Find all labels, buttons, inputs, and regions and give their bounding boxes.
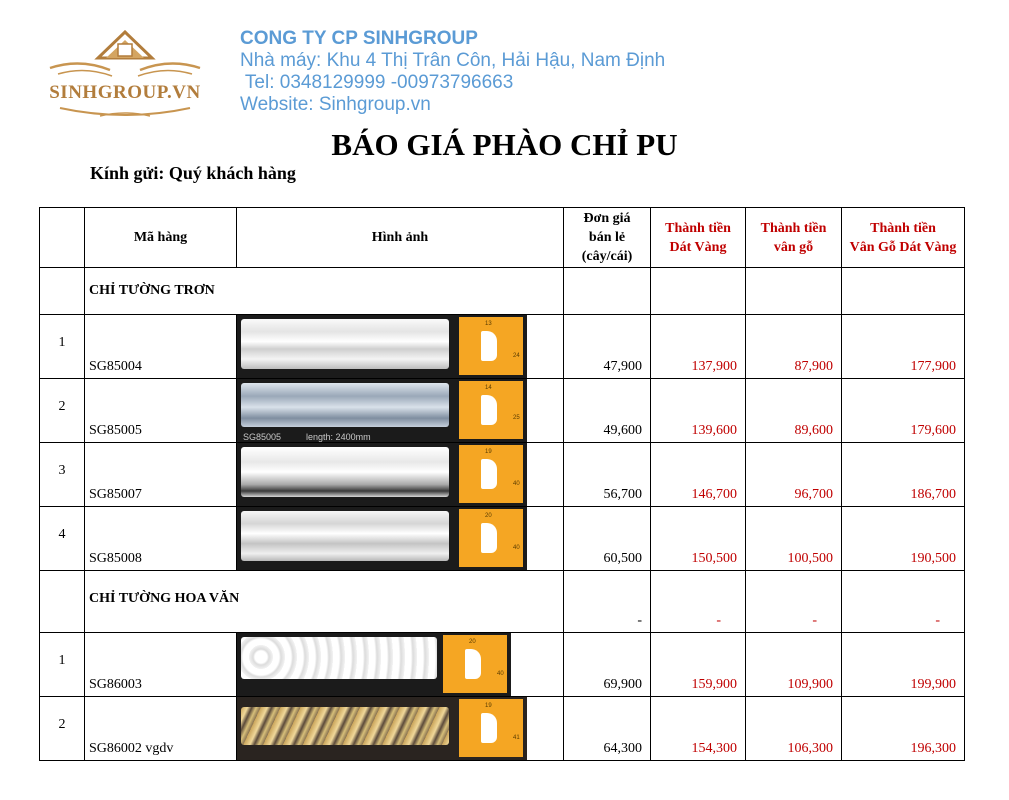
table-row bbox=[40, 697, 965, 761]
header-index bbox=[40, 208, 85, 268]
gold-price: 137,900 bbox=[651, 315, 746, 379]
document-title: BÁO GIÁ PHÀO CHỈ PU bbox=[331, 127, 678, 162]
table-row bbox=[40, 379, 965, 443]
gold-price: 146,700 bbox=[651, 443, 746, 507]
retail-price: 56,700 bbox=[564, 443, 651, 507]
company-website: Website: Sinhgroup.vn bbox=[240, 94, 431, 115]
product-code: SG86002 vgdv bbox=[85, 697, 237, 761]
woodgold-price: 186,700 bbox=[842, 443, 965, 507]
logo-emblem-icon bbox=[40, 30, 210, 125]
retail-price: 49,600 bbox=[564, 379, 651, 443]
retail-price: 60,500 bbox=[564, 507, 651, 571]
section-row bbox=[40, 571, 965, 633]
product-code: SG86003 bbox=[85, 633, 237, 697]
gold-price: 159,900 bbox=[651, 633, 746, 697]
woodgold-price: 199,900 bbox=[842, 633, 965, 697]
logo-text: SINHGROUP.VN bbox=[49, 82, 201, 103]
wood-price: 109,900 bbox=[746, 633, 842, 697]
wood-price: 106,300 bbox=[746, 697, 842, 761]
woodgold-price: 190,500 bbox=[842, 507, 965, 571]
row-index: 1 bbox=[40, 315, 85, 379]
greeting: Kính gửi: Quý khách hàng bbox=[90, 163, 296, 183]
price-table bbox=[39, 207, 965, 761]
retail-dash: - bbox=[564, 571, 651, 633]
woodgold-price: 177,900 bbox=[842, 315, 965, 379]
wood-price: 87,900 bbox=[746, 315, 842, 379]
table-row bbox=[40, 315, 965, 379]
row-index: 1 bbox=[40, 633, 85, 697]
product-code: SG85004 bbox=[85, 315, 237, 379]
retail-price: 64,300 bbox=[564, 697, 651, 761]
header-wood: Thành tiền vân gỗ bbox=[746, 208, 842, 268]
header-gold: Thành tiền Dát Vàng bbox=[651, 208, 746, 268]
profile-diagram-icon: 19 40 bbox=[459, 445, 523, 503]
wood-dash: - bbox=[746, 571, 842, 633]
header-retail: Đơn giá bán lẻ (cây/cái) bbox=[564, 208, 651, 268]
section-title: CHỈ TƯỜNG HOA VĂN bbox=[85, 571, 564, 633]
gold-price: 139,600 bbox=[651, 379, 746, 443]
product-code: SG85005 bbox=[85, 379, 237, 443]
product-image bbox=[237, 315, 564, 379]
header-code: Mã hàng bbox=[85, 208, 237, 268]
table-row bbox=[40, 507, 965, 571]
product-image bbox=[237, 507, 564, 571]
row-index: 3 bbox=[40, 443, 85, 507]
retail-price: 47,900 bbox=[564, 315, 651, 379]
profile-diagram-icon: 20 40 bbox=[443, 635, 507, 693]
woodgold-price: 179,600 bbox=[842, 379, 965, 443]
profile-diagram-icon: 19 41 bbox=[459, 699, 523, 757]
profile-diagram-icon: 14 25 bbox=[459, 381, 523, 439]
product-image bbox=[237, 697, 564, 761]
section-title: CHỈ TƯỜNG TRƠN bbox=[85, 268, 564, 315]
product-image bbox=[237, 633, 564, 697]
header-image: Hình ảnh bbox=[237, 208, 564, 268]
product-image bbox=[237, 443, 564, 507]
row-index: 2 bbox=[40, 697, 85, 761]
company-info bbox=[240, 28, 665, 116]
table-row bbox=[40, 443, 965, 507]
table-header-row bbox=[40, 208, 965, 268]
gold-dash: - bbox=[651, 571, 746, 633]
gold-price: 150,500 bbox=[651, 507, 746, 571]
company-name: CONG TY CP SINHGROUP bbox=[240, 28, 478, 49]
row-index: 4 bbox=[40, 507, 85, 571]
retail-price: 69,900 bbox=[564, 633, 651, 697]
image-caption: SG85005 length: 2400mm bbox=[243, 432, 371, 442]
woodgold-dash: - bbox=[842, 571, 965, 633]
header-woodgold: Thành tiền Vân Gỗ Dát Vàng bbox=[842, 208, 965, 268]
company-phone: Tel: 0348129999 -00973796663 bbox=[240, 72, 514, 93]
wood-price: 100,500 bbox=[746, 507, 842, 571]
wood-price: 96,700 bbox=[746, 443, 842, 507]
row-index: 2 bbox=[40, 379, 85, 443]
profile-diagram-icon: 20 40 bbox=[459, 509, 523, 567]
product-code: SG85008 bbox=[85, 507, 237, 571]
product-code: SG85007 bbox=[85, 443, 237, 507]
woodgold-price: 196,300 bbox=[842, 697, 965, 761]
product-image bbox=[237, 379, 564, 443]
company-logo bbox=[40, 30, 210, 125]
wood-price: 89,600 bbox=[746, 379, 842, 443]
section-row bbox=[40, 268, 965, 315]
table-row bbox=[40, 633, 965, 697]
profile-diagram-icon: 13 24 bbox=[459, 317, 523, 375]
gold-price: 154,300 bbox=[651, 697, 746, 761]
company-address: Nhà máy: Khu 4 Thị Trân Côn, Hải Hậu, Nam Định bbox=[240, 50, 666, 71]
